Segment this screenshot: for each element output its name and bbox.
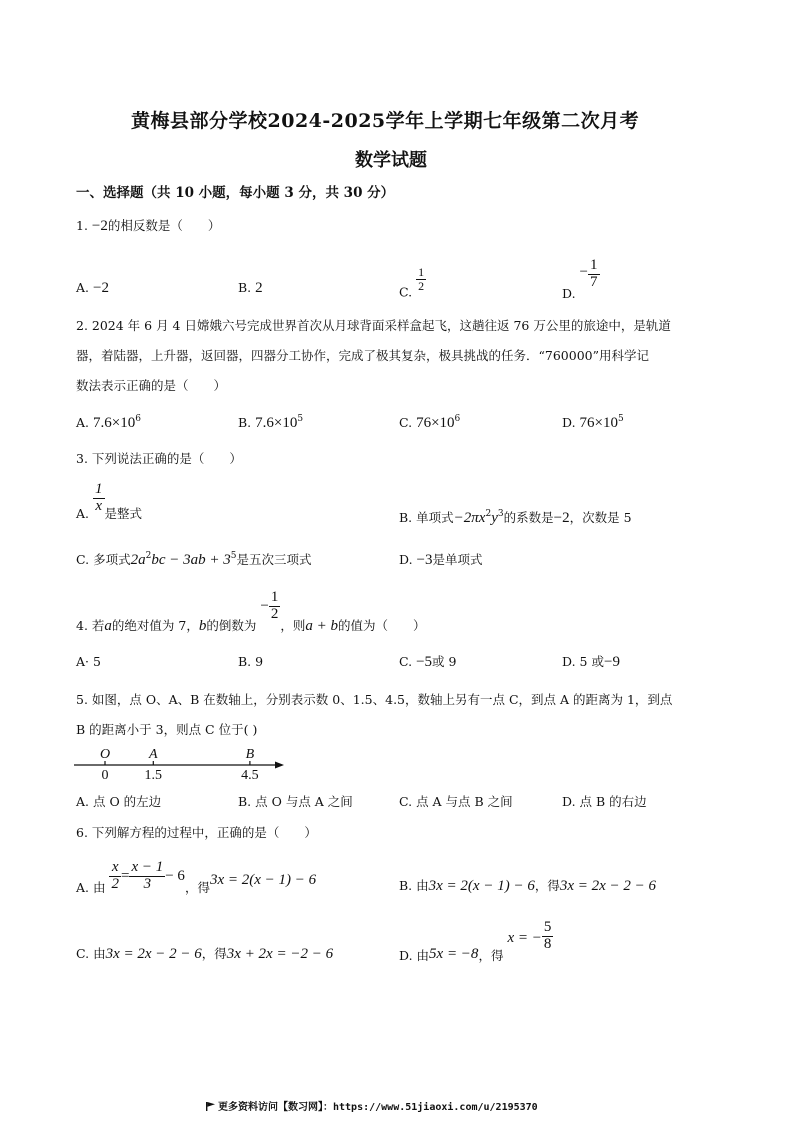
q6-option-c[interactable]: C. 由3x = 2x − 2 − 6，得3x + 2x = −2 − 6 bbox=[76, 946, 334, 962]
q1-a-value: −2 bbox=[93, 280, 109, 296]
q5-option-c[interactable]: C. 点 A 与点 B 之间 bbox=[399, 794, 513, 809]
q5-option-d[interactable]: D. 点 B 的右边 bbox=[562, 794, 647, 809]
q1-number: 1. bbox=[76, 218, 88, 233]
q1-expr: −2 bbox=[91, 218, 108, 234]
q6-option-a[interactable]: A. 由 $\frac{x}{2}$ = $\frac{x - 1}{3}$ − 6，得3x = 2(x − 1) − 6 bbox=[76, 859, 317, 895]
q4-option-d[interactable]: D. 5 或−9 bbox=[562, 654, 620, 670]
number-line-point-label-a: A bbox=[149, 747, 158, 762]
q2-stem-line-1: 2. 2024 年 6 月 4 日嫦娥六号完成世界首次从月球背面采样盒起飞，这趟往返 76 万公里的旅途中，是轨道 bbox=[76, 318, 671, 333]
section-heading: 一、选择题（共 10 小题，每小题 3 分，共 30 分） bbox=[76, 185, 395, 201]
q1-text: 的相反数是（ ） bbox=[107, 218, 221, 233]
q2-stem-line-3: 数法表示正确的是（ ） bbox=[76, 378, 227, 393]
page-title: 黄梅县部分学校2024-2025学年上学期七年级第二次月考 bbox=[131, 110, 640, 132]
q1-c-fraction: $\frac{1}{2}$ bbox=[418, 265, 425, 293]
number-line bbox=[72, 742, 286, 784]
q2-option-d[interactable]: D. $76\times 10^5$ bbox=[562, 414, 624, 431]
number-line-point-label-o: O bbox=[99, 747, 111, 762]
q4-stem: 4. 若a的绝对值为 7，b的倒数为 − $\frac{1}{2}$ ，则a + b的值为（ ） bbox=[76, 589, 426, 634]
q1-option-c[interactable]: C. $\frac{1}{2}$ bbox=[399, 265, 425, 300]
q1-option-d[interactable]: D. − $\frac{1}{7}$ bbox=[562, 257, 598, 301]
page-subtitle: 数学试题 bbox=[355, 150, 427, 171]
q5-stem-line-2: B 的距离小于 3，则点 C 位于( ) bbox=[76, 722, 258, 737]
q3-option-d[interactable]: D. −3是单项式 bbox=[399, 552, 483, 568]
q3-option-b[interactable]: B. 单项式$-2\pi x^2y^3$的系数是−2，次数是 5 bbox=[399, 509, 632, 526]
q4-fraction: $\frac{1}{2}$ bbox=[270, 589, 279, 622]
q1-b-value: 2 bbox=[255, 280, 263, 296]
q3-stem: 3. 下列说法正确的是（ ） bbox=[76, 451, 242, 466]
q3-option-c[interactable]: C. 多项式$2a^2bc - 3ab + 3^5$是五次三项式 bbox=[76, 551, 312, 568]
q5-option-a[interactable]: A. 点 O 的左边 bbox=[76, 794, 162, 809]
q2-option-c[interactable]: C. $76\times 10^6$ bbox=[399, 414, 461, 431]
number-line-value-b: 4.5 bbox=[241, 768, 259, 783]
footer-link[interactable] bbox=[206, 1098, 538, 1113]
q3-option-a[interactable]: A. $\frac{1}{x}$ 是整式 bbox=[76, 481, 143, 521]
footer-text: 更多资料访问【数习网】：https://www.51jiaoxi.com/u/2195370 bbox=[218, 1102, 538, 1113]
number-line-value-o: 0 bbox=[101, 768, 109, 783]
q1-option-a[interactable]: A. −2 bbox=[76, 280, 109, 296]
q2-option-a[interactable]: A. $7.6\times 10^6$ bbox=[76, 414, 141, 431]
flag-icon bbox=[206, 1102, 215, 1111]
q6-stem: 6. 下列解方程的过程中，正确的是（ ） bbox=[76, 825, 317, 840]
q6-option-b[interactable]: B. 由3x = 2(x − 1) − 6，得3x = 2x − 2 − 6 bbox=[399, 878, 657, 894]
q1-d-fraction: $\frac{1}{7}$ bbox=[590, 257, 598, 290]
q4-option-c[interactable]: C. −5或 9 bbox=[399, 654, 457, 670]
q1-option-b[interactable]: B. 2 bbox=[238, 280, 263, 296]
q6-d-fraction: $\frac{5}{8}$ bbox=[543, 919, 552, 952]
q2-option-b[interactable]: B. $7.6\times 10^5$ bbox=[238, 414, 304, 431]
q4-option-b[interactable]: B. 9 bbox=[238, 654, 264, 669]
q3-a-fraction: $\frac{1}{x}$ bbox=[95, 481, 103, 514]
q5-option-b[interactable]: B. 点 O 与点 A 之间 bbox=[238, 794, 353, 809]
q6-a-left-fraction: $\frac{x}{2}$ bbox=[111, 859, 119, 892]
q6-option-d[interactable]: D. 由5x = −8，得 x = − $\frac{5}{8}$ bbox=[399, 919, 552, 963]
q4-option-a[interactable]: A· 5 bbox=[76, 654, 101, 669]
number-line-point-label-b: B bbox=[245, 747, 255, 762]
number-line-arrow bbox=[275, 762, 284, 769]
q2-stem-line-2: 器，着陆器，上升器，返回器，四器分工协作，完成了极其复杂，极具挑战的任务．“760000”用科学记 bbox=[76, 348, 649, 363]
question-1-stem bbox=[76, 216, 220, 235]
q6-a-right-fraction: $\frac{x - 1}{3}$ bbox=[131, 859, 164, 892]
number-line-value-a: 1.5 bbox=[144, 768, 163, 783]
q5-stem-line-1: 5. 如图，点 O、A、B 在数轴上，分别表示数 0、1.5、4.5，数轴上另有一点 C，到点 A 的距离为 1，到点 bbox=[76, 692, 673, 707]
